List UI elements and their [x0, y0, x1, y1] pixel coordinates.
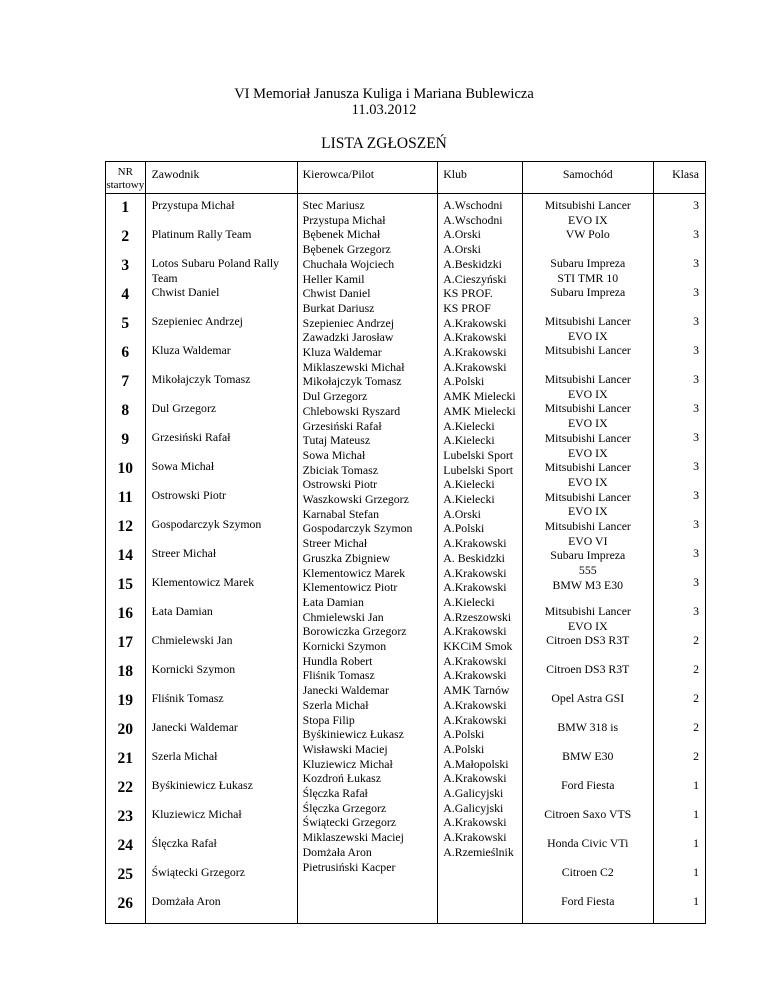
zawodnik-name: Ślęczka Rafał: [151, 836, 217, 850]
car-model: BMW E30: [562, 749, 614, 763]
driver-name: Streer Michał: [302, 536, 368, 551]
car-model: EVO VI: [568, 533, 608, 548]
car-model: Opel Astra GSI: [551, 691, 625, 705]
start-number: 15: [117, 576, 134, 593]
class-value: 3: [693, 198, 699, 212]
driver-name: Bębenek Grzegorz: [302, 242, 391, 257]
club-name: A.Krakowski: [443, 315, 507, 330]
list-heading: LISTA ZGŁOSZEŃ: [321, 135, 447, 152]
class-value: 2: [693, 749, 699, 763]
driver-name: Zawadzki Jarosław: [302, 330, 394, 345]
zawodnik-name: Przystupa Michał: [151, 198, 235, 212]
class-value: 3: [693, 256, 699, 270]
zawodnik-name: Lotos Subaru Poland Rally Team: [151, 256, 280, 285]
class-value: 3: [693, 430, 699, 444]
club-name: KS PROF.: [443, 286, 493, 301]
club-name: KS PROF: [443, 300, 491, 315]
club-name: A.Rzeszowski: [443, 609, 512, 624]
car-model: BMW M3 E30: [552, 577, 624, 592]
col-header-klub: Klub: [438, 162, 522, 194]
car-model: Mitsubishi Lancer: [544, 604, 631, 618]
club-name: A.Krakowski: [443, 330, 507, 345]
driver-name: Gospodarczyk Szymon: [302, 521, 413, 536]
club-name: A.Orski: [443, 242, 481, 257]
class-value: 1: [693, 865, 699, 879]
club-name: A.Małopolski: [443, 756, 509, 771]
zawodnik-name: Łata Damian: [151, 604, 213, 618]
car-model: Citroen DS3 R3T: [546, 662, 630, 676]
class-value: 2: [693, 720, 699, 734]
class-value: 1: [693, 836, 699, 850]
class-value: 3: [693, 343, 699, 357]
club-name: A.Rzemieślnik: [443, 844, 514, 859]
driver-name: Kluza Waldemar: [302, 345, 382, 359]
car-model: Mitsubishi Lancer: [544, 198, 631, 212]
class-value: 2: [693, 691, 699, 705]
driver-name: Heller Kamil: [302, 271, 365, 286]
driver-name: Klementowicz Piotr: [302, 580, 398, 595]
club-name: A.Krakowski: [443, 771, 507, 786]
club-name: A.Kielecki: [443, 594, 495, 609]
car-model: Mitsubishi Lancer: [544, 372, 631, 386]
driver-name: Chmielewski Jan: [302, 609, 384, 624]
class-value: 3: [693, 488, 699, 502]
zawodnik-name: Sowa Michał: [151, 459, 215, 473]
start-number: 10: [117, 460, 134, 477]
zawodnik-name: Klementowicz Marek: [151, 575, 255, 589]
start-number: 19: [117, 692, 134, 709]
zawodnik-name: Chmielewski Jan: [151, 633, 233, 647]
zawodnik-name: Świątecki Grzegorz: [151, 865, 245, 879]
document-title: VI Memoriał Janusza Kuliga i Mariana Bublewicza: [234, 86, 534, 102]
driver-name: Gruszka Zbigniew: [302, 550, 391, 565]
driver-name: Byśkiniewicz Łukasz: [302, 727, 404, 742]
driver-name: Sowa Michał: [302, 447, 366, 462]
entries-table: [105, 161, 706, 924]
car-model: 555: [578, 563, 597, 578]
zawodnik-name: Gospodarczyk Szymon: [151, 517, 262, 531]
class-value: 3: [693, 314, 699, 328]
car-model: EVO IX: [567, 386, 608, 401]
start-number: 25: [117, 866, 134, 883]
driver-name: Bębenek Michał: [302, 227, 381, 242]
start-number: 3: [121, 257, 130, 274]
club-name: A.Polski: [443, 374, 485, 389]
car-model: Citroen DS3 R3T: [546, 633, 630, 648]
driver-name: Łata Damian: [302, 594, 364, 609]
table-body: [106, 194, 706, 924]
club-name: A.Krakowski: [443, 624, 507, 639]
class-value: 3: [693, 604, 699, 618]
car-model: Mitsubishi Lancer: [544, 343, 631, 358]
car-model: Mitsubishi Lancer: [544, 401, 631, 416]
club-name: Lubelski Sport: [443, 447, 514, 462]
car-model: STI TMR 10: [557, 270, 619, 285]
driver-name: Janecki Waldemar: [302, 683, 389, 698]
club-name: A.Galicyjski: [443, 786, 504, 800]
club-name: A.Wschodni: [443, 212, 503, 227]
driver-name: Klementowicz Marek: [302, 565, 406, 580]
start-number: 7: [121, 373, 130, 390]
driver-name: Ślęczka Rafał: [302, 786, 368, 800]
start-number: 12: [117, 518, 134, 535]
club-name: A.Krakowski: [443, 359, 507, 374]
driver-name: Borowiczka Grzegorz: [302, 624, 407, 639]
zawodnik-name: Szepieniec Andrzej: [151, 314, 243, 328]
table-header-row: [106, 162, 706, 194]
car-model: Honda Civic VTi: [547, 836, 629, 850]
driver-name: Dul Grzegorz: [302, 389, 368, 404]
start-number: 14: [117, 547, 134, 564]
club-name: A.Galicyjski: [443, 800, 504, 815]
zawodnik-name: Mikołajczyk Tomasz: [151, 372, 251, 386]
driver-name: Kornicki Szymon: [302, 639, 387, 653]
col-header-kierowca: Kierowca/Pilot: [297, 162, 438, 194]
start-number: 8: [121, 402, 130, 419]
car-model: Citroen Saxo VTS: [544, 807, 632, 821]
club-name: A.Polski: [443, 741, 485, 756]
driver-name: Ślęczka Grzegorz: [302, 800, 387, 815]
zawodnik-name: Fliśnik Tomasz: [151, 691, 224, 705]
driver-name: Fliśnik Tomasz: [302, 668, 375, 683]
driver-name: Chuchała Wojciech: [302, 256, 395, 271]
col-header-zawodnik: Zawodnik: [145, 162, 297, 194]
zawodnik-name: Kluziewicz Michał: [151, 807, 242, 821]
car-model: Mitsubishi Lancer: [544, 460, 631, 475]
driver-name: Kozdroń Łukasz: [302, 771, 381, 786]
car-model: Mitsubishi Lancer: [544, 489, 631, 504]
club-name: AMK Mielecki: [443, 403, 516, 418]
club-name: A.Orski: [443, 506, 481, 521]
start-number: 21: [117, 750, 134, 767]
club-name: A.Wschodni: [443, 198, 503, 212]
club-name: A.Kielecki: [443, 418, 495, 433]
driver-name: Miklaszewski Maciej: [302, 830, 404, 845]
club-name: A.Krakowski: [443, 565, 507, 580]
driver-name: Karnabal Stefan: [302, 506, 379, 521]
club-name: A.Krakowski: [443, 697, 507, 712]
car-model: EVO IX: [567, 328, 608, 343]
car-model: Citroen C2: [561, 865, 614, 879]
club-name: KKCiM Smok: [443, 639, 513, 653]
start-number: 17: [117, 634, 134, 651]
driver-name: Grzesiński Rafał: [302, 418, 382, 433]
klasa-column: [653, 194, 705, 924]
zawodnik-name: Chwist Daniel: [151, 285, 220, 299]
driver-name: Wisławski Maciej: [302, 741, 388, 756]
club-name: AMK Mielecki: [443, 389, 516, 404]
zawodnik-name: Kornicki Szymon: [151, 662, 236, 676]
zawodnik-name: Grzesiński Rafał: [151, 430, 231, 444]
driver-name: Stopa Filip: [302, 712, 355, 727]
club-name: A.Kielecki: [443, 433, 495, 448]
club-name: A.Krakowski: [443, 345, 507, 359]
driver-name: Chwist Daniel: [302, 286, 371, 301]
zawodnik-name: Ostrowski Piotr: [151, 488, 226, 502]
zawodnik-name: Kluza Waldemar: [151, 343, 231, 357]
class-value: 3: [693, 517, 699, 531]
start-number: 24: [117, 837, 134, 854]
car-model: Subaru Impreza: [550, 256, 626, 270]
col-header-samochod: Samochód: [522, 162, 653, 194]
class-value: 2: [693, 662, 699, 676]
start-number: 23: [117, 808, 134, 825]
car-model: Ford Fiesta: [561, 894, 615, 908]
class-value: 1: [693, 894, 699, 908]
car-model: EVO IX: [567, 212, 608, 227]
car-model: VW Polo: [565, 227, 610, 242]
start-number: 1: [121, 199, 130, 216]
col-header-klasa: Klasa: [653, 162, 705, 194]
club-name: A.Krakowski: [443, 668, 507, 683]
zawodnik-name: Dul Grzegorz: [151, 401, 217, 415]
klub-column: [438, 194, 522, 924]
start-number: 9: [121, 431, 130, 448]
class-value: 3: [693, 546, 699, 560]
club-name: A.Kielecki: [443, 492, 495, 506]
club-name: A.Beskidzki: [443, 256, 502, 271]
club-name: A.Cieszyński: [443, 271, 507, 286]
class-value: 2: [693, 633, 699, 647]
driver-name: Świątecki Grzegorz: [302, 815, 397, 830]
zawodnik-name: Byśkiniewicz Łukasz: [151, 778, 253, 792]
samochod-column: [522, 194, 653, 924]
nr-column: [106, 194, 146, 924]
club-name: A.Krakowski: [443, 653, 507, 668]
class-value: 1: [693, 778, 699, 792]
club-name: A.Orski: [443, 227, 481, 242]
car-model: Ford Fiesta: [561, 778, 615, 792]
driver-name: Szepieniec Andrzej: [302, 315, 395, 330]
start-number: 5: [121, 315, 130, 332]
start-number: 18: [117, 663, 134, 680]
club-name: A.Krakowski: [443, 830, 507, 845]
driver-name: Stec Mariusz: [302, 198, 365, 212]
zawodnik-name: Szerla Michał: [151, 749, 218, 763]
driver-name: Pietrusiński Kacper: [302, 859, 396, 874]
driver-name: Domżała Aron: [302, 844, 372, 859]
club-name: A.Polski: [443, 521, 485, 536]
zawodnik-name: Streer Michał: [151, 546, 217, 560]
document-date: 11.03.2012: [351, 102, 417, 118]
driver-name: Tutaj Mateusz: [302, 433, 371, 448]
car-model: Subaru Impreza: [550, 285, 626, 300]
driver-name: Przystupa Michał: [302, 212, 386, 227]
start-number: 26: [117, 895, 134, 912]
club-name: Lubelski Sport: [443, 462, 514, 477]
car-model: Mitsubishi Lancer: [544, 314, 631, 328]
driver-name: Kluziewicz Michał: [302, 756, 393, 771]
zawodnik-column: [145, 194, 297, 924]
driver-name: Chlebowski Ryszard: [302, 403, 401, 418]
car-model: EVO IX: [567, 416, 608, 431]
start-number: 20: [117, 721, 134, 738]
club-name: A.Krakowski: [443, 536, 507, 551]
car-model: Subaru Impreza: [550, 548, 626, 563]
zawodnik-name: Janecki Waldemar: [151, 720, 238, 734]
col-header-nr: NR startowy: [106, 162, 146, 194]
club-name: A.Krakowski: [443, 580, 507, 595]
driver-name: Mikołajczyk Tomasz: [302, 374, 402, 389]
class-value: 3: [693, 575, 699, 589]
car-model: Mitsubishi Lancer: [544, 430, 631, 445]
class-value: 3: [693, 401, 699, 415]
club-name: A.Polski: [443, 727, 485, 742]
start-number: 6: [121, 344, 130, 361]
driver-name: Waszkowski Grzegorz: [302, 492, 409, 506]
start-number: 4: [121, 286, 130, 303]
class-value: 3: [693, 459, 699, 473]
driver-name: Szerla Michał: [302, 697, 369, 712]
class-value: 1: [693, 807, 699, 821]
kierowca-column: [297, 194, 438, 924]
driver-name: Ostrowski Piotr: [302, 477, 378, 492]
driver-name: Miklaszewski Michał: [302, 359, 405, 374]
class-value: 3: [693, 285, 699, 299]
start-number: 11: [117, 489, 133, 506]
start-number: 2: [121, 228, 130, 245]
zawodnik-name: Platinum Rally Team: [151, 227, 252, 241]
club-name: A.Kielecki: [443, 477, 495, 492]
car-model: EVO IX: [567, 618, 608, 633]
club-name: A.Krakowski: [443, 712, 507, 727]
car-model: EVO IX: [567, 504, 608, 519]
class-value: 3: [693, 227, 699, 241]
car-model: EVO IX: [567, 474, 608, 489]
zawodnik-name: Domżała Aron: [151, 894, 221, 908]
club-name: AMK Tarnów: [443, 683, 510, 698]
start-number: 22: [117, 779, 134, 796]
driver-name: Zbiciak Tomasz: [302, 462, 378, 477]
start-number: 16: [117, 605, 134, 622]
driver-name: Hundla Robert: [302, 653, 373, 668]
club-name: A. Beskidzki: [443, 550, 505, 565]
car-model: Mitsubishi Lancer: [544, 519, 631, 533]
class-value: 3: [693, 372, 699, 386]
club-name: A.Krakowski: [443, 815, 507, 830]
driver-name: Burkat Dariusz: [302, 300, 375, 315]
car-model: EVO IX: [567, 445, 608, 460]
car-model: BMW 318 is: [557, 720, 619, 734]
